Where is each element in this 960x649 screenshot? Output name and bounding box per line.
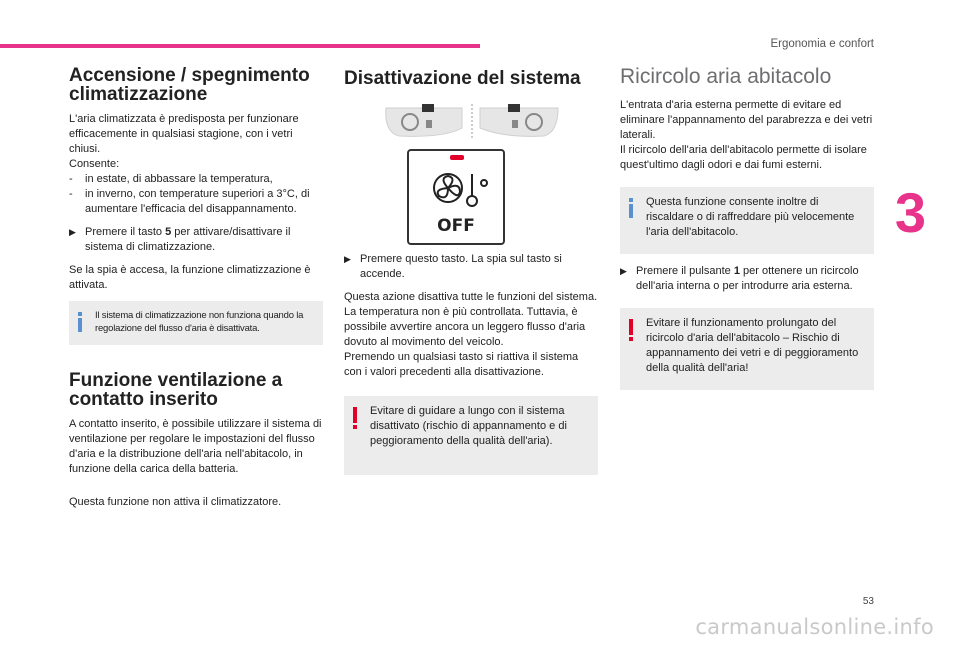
- section-title-disattivazione: Disattivazione del sistema: [344, 68, 581, 89]
- off-button-label: OFF: [437, 216, 475, 236]
- instruction-text: Premere il pulsante 1 per ottenere un ricircolo dell'aria interna o per introdurre aria esterna.: [636, 265, 859, 292]
- column-right: [620, 66, 874, 400]
- list-item: - in estate, di abbassare la temperatura,: [69, 173, 273, 185]
- body-line: La temperatura non è più controllata. Tuttavia, è possibile avvertire ancora un leggero flusso d'aria dovuto al movimento del veicolo.: [344, 306, 586, 348]
- body-text: [620, 98, 874, 173]
- instruction-bullet: [620, 264, 874, 294]
- warning-marker-icon: [350, 404, 360, 449]
- body-text: [344, 290, 598, 380]
- body-line: Premendo un qualsiasi tasto si riattiva il sistema con i valori precedenti alla disattivazione.: [344, 351, 579, 378]
- chapter-number: 3: [894, 181, 926, 244]
- warning-note-text: Evitare di guidare a lungo con il sistema disattivato (rischio di appannamento e di peggioramento della qualità dell'aria).: [370, 405, 567, 447]
- triangle-bullet-icon: ▶: [69, 227, 76, 237]
- section-title-accensione: Accensione / spegnimento climatizzazione: [69, 65, 310, 105]
- info-note: [69, 301, 323, 345]
- watermark: carmanualsonline.info: [695, 615, 934, 639]
- warning-marker-icon: [626, 316, 636, 376]
- column-middle: [344, 66, 598, 485]
- page-number: 53: [862, 596, 874, 607]
- section-title-ventilazione: Funzione ventilazione a contatto inserito: [69, 370, 283, 410]
- list-item: - in inverno, con temperature superiori a 3°C, di aumentare l'efficacia del disappannamento.: [69, 187, 323, 217]
- info-note-text: Il sistema di climatizzazione non funziona quando la regolazione del flusso d'aria è disattivata.: [95, 310, 304, 334]
- info-note-text: Questa funzione consente inoltre di riscaldare o di raffreddare più velocemente l'aria dell'abitacolo.: [646, 196, 855, 238]
- consente-label: Consente:: [69, 158, 120, 170]
- instruction-bullet: [69, 225, 323, 255]
- accent-bar: [0, 44, 480, 48]
- no-ac-text: Questa funzione non attiva il climatizzatore.: [69, 496, 282, 508]
- body-line: Questa azione disattiva tutte le funzioni del sistema.: [344, 291, 598, 303]
- instruction-text: Premere questo tasto. La spia sul tasto si accende.: [360, 253, 562, 280]
- info-marker-icon: [626, 195, 636, 240]
- column-left: [69, 66, 323, 518]
- list-item-text: in inverno, con temperature superiori a 3°C, di aumentare l'efficacia del disappannamento.: [85, 188, 310, 215]
- ventilation-text: A contatto inserito, è possibile utilizzare il sistema di ventilazione per regolare le impostazioni del flusso d'aria e la distribuzione dell'aria nell'abitacolo, in funzione della carica della batteria.: [69, 418, 322, 475]
- section-header: Ergonomia e confort: [770, 38, 874, 50]
- triangle-bullet-icon: ▶: [344, 254, 351, 264]
- info-marker-icon: [75, 309, 85, 335]
- triangle-bullet-icon: ▶: [620, 266, 627, 276]
- list-item-text: in estate, di abbassare la temperatura,: [85, 173, 273, 185]
- warning-note: [344, 396, 598, 475]
- warning-note: [620, 308, 874, 390]
- vehicle-control-illustration: [344, 98, 598, 248]
- body-line: L'entrata d'aria esterna permette di evitare ed eliminare l'appannamento del parabrezza e dei vetri laterali.: [620, 99, 873, 141]
- intro-text: [69, 112, 323, 157]
- instruction-text: Premere il tasto 5 per attivare/disattivare il sistema di climatizzazione.: [85, 226, 291, 253]
- function-list: [69, 172, 323, 217]
- dashboard-illustration: [344, 98, 598, 248]
- instruction-bullet: [344, 252, 598, 282]
- intro-sentence: L'aria climatizzata è predisposta per funzionare efficacemente in qualsiasi stagione, con i vetri chiusi.: [69, 113, 299, 155]
- indicator-text: Se la spia è accesa, la funzione climatizzazione è attivata.: [69, 264, 311, 291]
- body-line: Il ricircolo dell'aria dell'abitacolo permette di isolare quest'ultimo dagli odori e dai fumi esterni.: [620, 144, 867, 171]
- info-note: [620, 187, 874, 254]
- section-title-ricircolo: Ricircolo aria abitacolo: [620, 65, 832, 88]
- warning-note-text: Evitare il funzionamento prolungato del ricircolo d'aria dell'abitacolo – Rischio di appannamento dei vetri e di peggioramento della qualità dell'aria!: [646, 317, 859, 374]
